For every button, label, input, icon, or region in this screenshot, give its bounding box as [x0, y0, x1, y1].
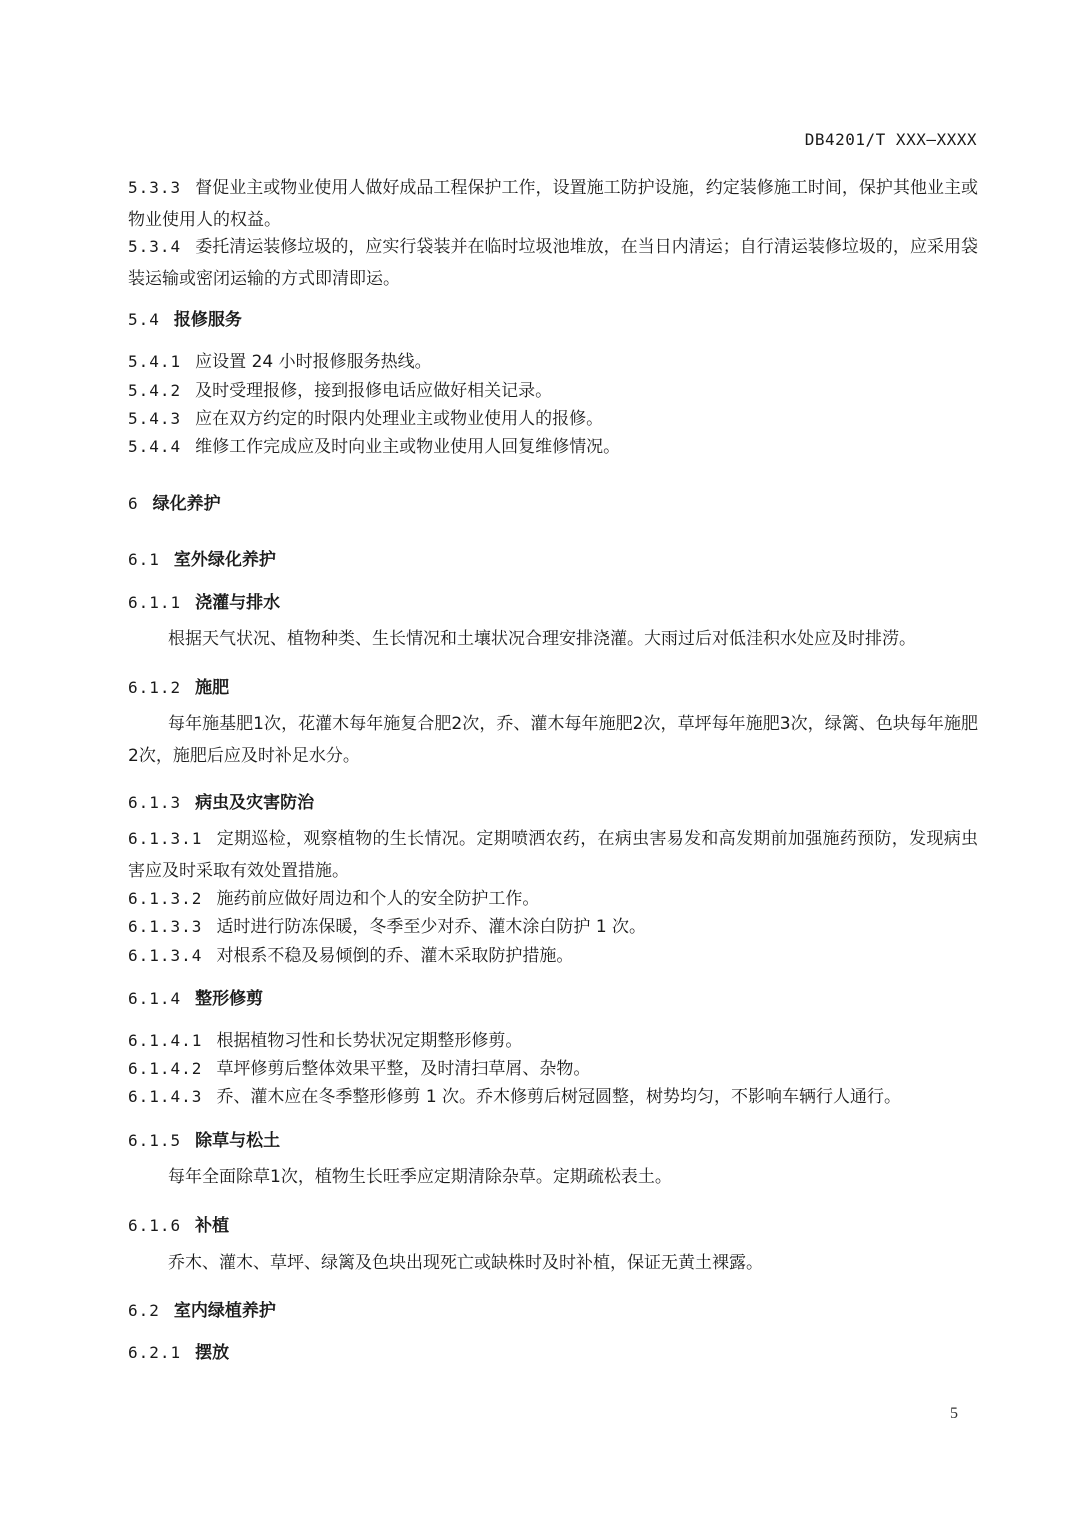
clause-6-1-4-2 [128, 1054, 590, 1079]
heading-6-1 [128, 545, 276, 570]
heading-6-1-2 [128, 673, 229, 698]
heading-number: 6.2.1 [128, 1343, 182, 1362]
clause-text: 应在双方约定的时限内处理业主或物业使用人的报修。 [195, 409, 604, 429]
heading-6-1-1 [128, 588, 280, 613]
clause-number: 5.3.3 [128, 178, 182, 197]
clause-text: 及时受理报修，接到报修电话应做好相关记录。 [195, 381, 553, 401]
heading-text: 浇灌与排水 [195, 593, 281, 613]
clause-number: 6.1.4.1 [128, 1031, 203, 1050]
clause-6-1-4-1 [128, 1026, 522, 1051]
heading-text: 补植 [195, 1216, 230, 1236]
heading-text: 绿化养护 [152, 494, 221, 514]
clause-6-1-3-4 [128, 941, 573, 966]
heading-5-4 [128, 305, 242, 330]
clause-text: 草坪修剪后整体效果平整，及时清扫草屑、杂物。 [216, 1059, 591, 1079]
heading-number: 6.1 [128, 550, 160, 569]
clause-text: 委托清运装修垃圾的，应实行袋装并在临时垃圾池堆放，在当日内清运；自行清运装修垃圾的，应采用袋装运输或密闭运输的方式即清即运。 [128, 237, 978, 289]
paragraph-fertilizing: 每年施基肥1次，花灌木每年施复合肥2次，乔、灌木每年施肥2次，草坪每年施肥3次，绿篱、色块每年施肥2次，施肥后应及时补足水分。 [128, 714, 978, 766]
heading-number: 6.2 [128, 1301, 160, 1320]
clause-text: 适时进行防冻保暖，冬季至少对乔、灌木涂白防护 1 次。 [216, 917, 647, 937]
clause-5-4-4 [128, 432, 620, 457]
clause-5-3-3 [128, 172, 978, 236]
heading-number: 6 [128, 494, 139, 513]
heading-6 [128, 489, 221, 514]
paragraph-weeding: 每年全面除草1次，植物生长旺季应定期清除杂草。定期疏松表土。 [168, 1167, 672, 1187]
clause-text: 维修工作完成应及时向业主或物业使用人回复维修情况。 [195, 437, 621, 457]
heading-text: 室内绿植养护 [173, 1301, 276, 1321]
page-number: 5 [950, 1405, 958, 1422]
heading-6-1-6 [128, 1211, 229, 1236]
clause-text: 对根系不稳及易倾倒的乔、灌木采取防护措施。 [216, 946, 574, 966]
heading-text: 病虫及灾害防治 [195, 793, 315, 813]
clause-number: 6.1.4.2 [128, 1059, 203, 1078]
heading-text: 室外绿化养护 [173, 550, 276, 570]
clause-number: 6.1.4.3 [128, 1087, 203, 1106]
heading-6-1-3 [128, 788, 314, 813]
heading-text: 除草与松土 [195, 1131, 281, 1151]
clause-text: 根据植物习性和长势状况定期整形修剪。 [216, 1031, 523, 1051]
clause-6-1-3-2 [128, 884, 539, 909]
document-code: DB4201/T XXX—XXXX [804, 130, 977, 149]
clause-text: 定期巡检，观察植物的生长情况。定期喷洒农药，在病虫害易发和高发期前加强施药预防，发现病虫害应及时采取有效处置措施。 [128, 829, 978, 881]
clause-6-1-4-3 [128, 1082, 901, 1107]
clause-number: 5.4.2 [128, 381, 182, 400]
heading-number: 6.1.3 [128, 793, 182, 812]
clause-text: 施药前应做好周边和个人的安全防护工作。 [216, 889, 540, 909]
heading-6-1-5 [128, 1126, 280, 1151]
clause-number: 6.1.3.3 [128, 917, 203, 936]
heading-number: 5.4 [128, 310, 160, 329]
heading-6-2-1 [128, 1338, 229, 1363]
heading-6-2 [128, 1296, 276, 1321]
heading-text: 摆放 [195, 1343, 230, 1363]
paragraph-replanting: 乔木、灌木、草坪、绿篱及色块出现死亡或缺株时及时补植，保证无黄土裸露。 [168, 1253, 763, 1273]
clause-5-4-3 [128, 404, 603, 429]
heading-text: 报修服务 [173, 310, 242, 330]
clause-text: 督促业主或物业使用人做好成品工程保护工作，设置施工防护设施，约定装修施工时间，保护其他业主或物业使用人的权益。 [128, 178, 978, 230]
paragraph-irrigation: 根据天气状况、植物种类、生长情况和土壤状况合理安排浇灌。大雨过后对低洼积水处应及时排涝。 [168, 629, 916, 649]
heading-number: 6.1.4 [128, 989, 182, 1008]
clause-5-4-1 [128, 347, 432, 372]
clause-6-1-3-1 [128, 823, 978, 887]
clause-text: 应设置 24 小时报修服务热线。 [195, 352, 432, 372]
clause-5-3-4 [128, 231, 978, 295]
clause-text: 乔、灌木应在冬季整形修剪 1 次。乔木修剪后树冠圆整，树势均匀，不影响车辆行人通行。 [216, 1087, 902, 1107]
clause-number: 5.4.4 [128, 437, 182, 456]
heading-6-1-4 [128, 984, 263, 1009]
clause-number: 5.3.4 [128, 237, 182, 256]
clause-number: 6.1.3.4 [128, 946, 203, 965]
heading-number: 6.1.6 [128, 1216, 182, 1235]
clause-5-4-2 [128, 376, 552, 401]
heading-text: 整形修剪 [195, 989, 264, 1009]
clause-number: 5.4.1 [128, 352, 182, 371]
heading-number: 6.1.2 [128, 678, 182, 697]
clause-number: 5.4.3 [128, 409, 182, 428]
clause-number: 6.1.3.2 [128, 889, 203, 908]
heading-number: 6.1.5 [128, 1131, 182, 1150]
heading-text: 施肥 [195, 678, 230, 698]
clause-number: 6.1.3.1 [128, 829, 203, 848]
clause-6-1-3-3 [128, 912, 646, 937]
heading-number: 6.1.1 [128, 593, 182, 612]
